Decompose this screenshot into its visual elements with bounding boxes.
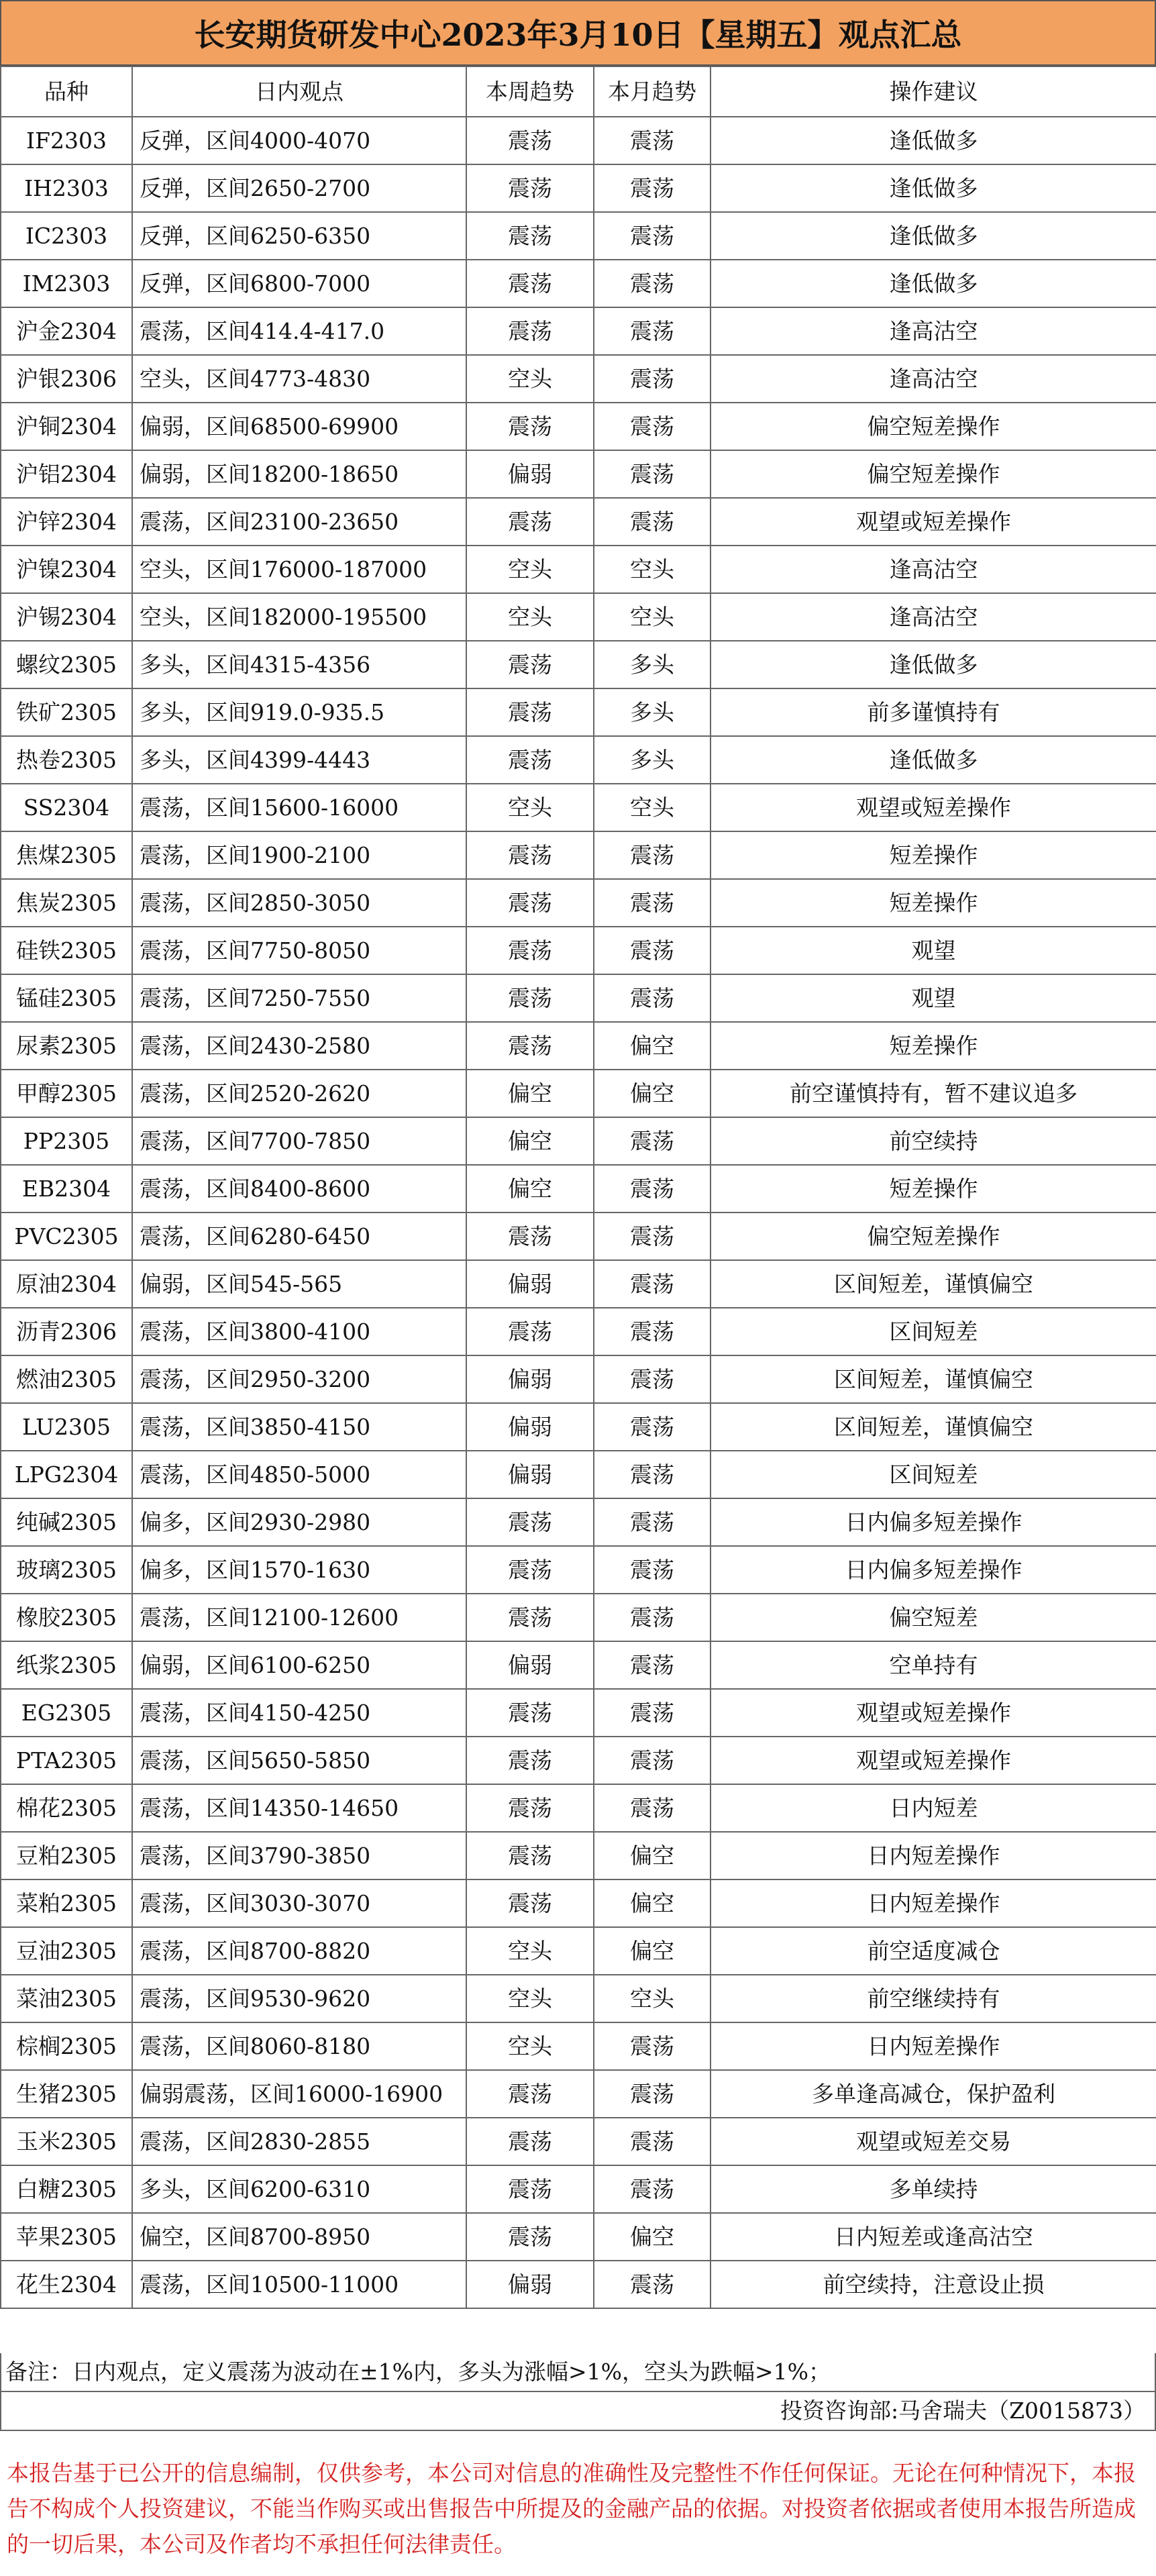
table-row (1, 1879, 1156, 1927)
table-row (1, 2213, 1156, 2261)
cell-product: 沪锡2304 (1, 593, 132, 641)
cell-weekly-trend: 震荡 (466, 974, 594, 1022)
cell-weekly-trend: 震荡 (466, 1308, 594, 1355)
cell-suggestion: 逢高沽空 (711, 593, 1156, 641)
cell-suggestion: 偏空短差操作 (711, 450, 1156, 498)
cell-monthly-trend: 偏空 (594, 1927, 711, 1975)
cell-weekly-trend: 偏弱 (466, 1451, 594, 1498)
table-row (1, 164, 1156, 212)
cell-weekly-trend: 震荡 (466, 1213, 594, 1260)
table-row (1, 212, 1156, 260)
cell-monthly-trend: 震荡 (594, 2070, 711, 2118)
cell-suggestion: 前多谨慎持有 (711, 688, 1156, 736)
cell-weekly-trend: 偏空 (466, 1070, 594, 1117)
cell-weekly-trend: 震荡 (466, 736, 594, 784)
table-row (1, 1117, 1156, 1165)
cell-monthly-trend: 多头 (594, 688, 711, 736)
cell-product: 沥青2306 (1, 1308, 132, 1355)
table-row (1, 1641, 1156, 1689)
cell-intraday-view: 震荡，区间2850-3050 (132, 879, 466, 927)
table-row (1, 1022, 1156, 1070)
table-row (1, 260, 1156, 307)
table-row (1, 2118, 1156, 2165)
cell-intraday-view: 震荡，区间414.4-417.0 (132, 307, 466, 355)
cell-weekly-trend: 震荡 (466, 1784, 594, 1832)
column-header-intraday-view: 日内观点 (132, 66, 466, 117)
cell-product: LU2305 (1, 1403, 132, 1451)
cell-intraday-view: 多头，区间4315-4356 (132, 641, 466, 688)
cell-weekly-trend: 震荡 (466, 1594, 594, 1641)
table-row (1, 1165, 1156, 1213)
column-header-monthly-trend: 本月趋势 (594, 66, 711, 117)
cell-product: LPG2304 (1, 1451, 132, 1498)
cell-suggestion: 日内短差 (711, 1784, 1156, 1832)
cell-suggestion: 区间短差 (711, 1308, 1156, 1355)
cell-monthly-trend: 震荡 (594, 1594, 711, 1641)
cell-product: 沪铝2304 (1, 450, 132, 498)
cell-weekly-trend: 偏弱 (466, 2261, 594, 2308)
cell-product: 螺纹2305 (1, 641, 132, 688)
cell-weekly-trend: 震荡 (466, 831, 594, 879)
cell-product: 沪银2306 (1, 355, 132, 403)
cell-product: SS2304 (1, 784, 132, 831)
table-row (1, 1403, 1156, 1451)
table-row (1, 2022, 1156, 2070)
cell-intraday-view: 震荡，区间10500-11000 (132, 2261, 466, 2308)
cell-weekly-trend: 偏弱 (466, 1403, 594, 1451)
cell-monthly-trend: 偏空 (594, 1022, 711, 1070)
cell-product: 硅铁2305 (1, 927, 132, 974)
cell-intraday-view: 震荡，区间3030-3070 (132, 1879, 466, 1927)
cell-weekly-trend: 偏弱 (466, 450, 594, 498)
column-header-suggestion: 操作建议 (711, 66, 1156, 117)
cell-suggestion: 日内短差操作 (711, 1879, 1156, 1927)
cell-monthly-trend: 多头 (594, 641, 711, 688)
cell-monthly-trend: 震荡 (594, 498, 711, 546)
cell-suggestion: 偏空短差 (711, 1594, 1156, 1641)
cell-monthly-trend: 震荡 (594, 2118, 711, 2165)
cell-monthly-trend: 震荡 (594, 1641, 711, 1689)
cell-monthly-trend: 震荡 (594, 831, 711, 879)
cell-weekly-trend: 空头 (466, 1975, 594, 2022)
table-row (1, 831, 1156, 879)
cell-product: 纸浆2305 (1, 1641, 132, 1689)
cell-weekly-trend: 震荡 (466, 1498, 594, 1546)
cell-product: 热卷2305 (1, 736, 132, 784)
cell-weekly-trend: 震荡 (466, 688, 594, 736)
cell-product: 豆粕2305 (1, 1832, 132, 1879)
cell-monthly-trend: 震荡 (594, 2261, 711, 2308)
table-row (1, 1498, 1156, 1546)
cell-intraday-view: 偏弱，区间68500-69900 (132, 403, 466, 450)
cell-product: 白糖2305 (1, 2165, 132, 2213)
cell-suggestion: 短差操作 (711, 879, 1156, 927)
cell-product: 棕榈2305 (1, 2022, 132, 2070)
table-row (1, 736, 1156, 784)
disclaimer-text: 本报告基于已公开的信息编制，仅供参考，本公司对信息的准确性及完整性不作任何保证。无论在何种情况下，本报告不构成个人投资建议，不能当作购买或出售报告中所提及的金融产品的依据。对投资者依据或者使用本报告所造成的一切后果，本公司及作者均不承担任何法律责任。 (7, 2460, 1136, 2557)
table-row (1, 355, 1156, 403)
cell-product: 玻璃2305 (1, 1546, 132, 1594)
cell-monthly-trend: 偏空 (594, 1832, 711, 1879)
cell-intraday-view: 反弹，区间6250-6350 (132, 212, 466, 260)
cell-suggestion: 逢低做多 (711, 212, 1156, 260)
cell-monthly-trend: 震荡 (594, 927, 711, 974)
table-row (1, 2070, 1156, 2118)
table-row (1, 1737, 1156, 1784)
cell-suggestion: 日内偏多短差操作 (711, 1498, 1156, 1546)
cell-intraday-view: 震荡，区间9530-9620 (132, 1975, 466, 2022)
cell-suggestion: 多单续持 (711, 2165, 1156, 2213)
cell-intraday-view: 震荡，区间6280-6450 (132, 1213, 466, 1260)
cell-suggestion: 前空续持 (711, 1117, 1156, 1165)
cell-weekly-trend: 震荡 (466, 403, 594, 450)
cell-suggestion: 观望或短差操作 (711, 1737, 1156, 1784)
cell-weekly-trend: 偏弱 (466, 1641, 594, 1689)
cell-intraday-view: 震荡，区间12100-12600 (132, 1594, 466, 1641)
cell-product: EG2305 (1, 1689, 132, 1737)
cell-product: 铁矿2305 (1, 688, 132, 736)
cell-product: 尿素2305 (1, 1022, 132, 1070)
cell-suggestion: 前空谨慎持有，暂不建议追多 (711, 1070, 1156, 1117)
cell-intraday-view: 震荡，区间3790-3850 (132, 1832, 466, 1879)
cell-product: 焦炭2305 (1, 879, 132, 927)
cell-intraday-view: 空头，区间4773-4830 (132, 355, 466, 403)
cell-suggestion: 区间短差，谨慎偏空 (711, 1355, 1156, 1403)
cell-intraday-view: 震荡，区间7700-7850 (132, 1117, 466, 1165)
cell-suggestion: 逢高沽空 (711, 355, 1156, 403)
cell-product: 纯碱2305 (1, 1498, 132, 1546)
cell-product: IC2303 (1, 212, 132, 260)
table-row (1, 1260, 1156, 1308)
cell-monthly-trend: 震荡 (594, 1260, 711, 1308)
cell-product: 苹果2305 (1, 2213, 132, 2261)
cell-product: 燃油2305 (1, 1355, 132, 1403)
cell-monthly-trend: 震荡 (594, 403, 711, 450)
cell-intraday-view: 多头，区间919.0-935.5 (132, 688, 466, 736)
cell-intraday-view: 震荡，区间4850-5000 (132, 1451, 466, 1498)
cell-product: 棉花2305 (1, 1784, 132, 1832)
table-row (1, 1546, 1156, 1594)
table-row (1, 307, 1156, 355)
cell-weekly-trend: 震荡 (466, 1832, 594, 1879)
cell-suggestion: 观望或短差交易 (711, 2118, 1156, 2165)
cell-suggestion: 观望或短差操作 (711, 784, 1156, 831)
table-row (1, 1975, 1156, 2022)
cell-monthly-trend: 震荡 (594, 212, 711, 260)
cell-monthly-trend: 震荡 (594, 1546, 711, 1594)
cell-product: 沪铜2304 (1, 403, 132, 450)
cell-monthly-trend: 空头 (594, 546, 711, 593)
cell-suggestion: 短差操作 (711, 1165, 1156, 1213)
cell-weekly-trend: 震荡 (466, 2070, 594, 2118)
cell-weekly-trend: 震荡 (466, 1879, 594, 1927)
table-row (1, 546, 1156, 593)
cell-product: 甲醇2305 (1, 1070, 132, 1117)
remark-note: 备注：日内观点，定义震荡为波动在±1%内，多头为涨幅>1%，空头为跌幅>1%； (0, 2353, 1156, 2392)
table-row (1, 450, 1156, 498)
cell-product: IH2303 (1, 164, 132, 212)
cell-suggestion: 日内偏多短差操作 (711, 1546, 1156, 1594)
cell-product: 沪锌2304 (1, 498, 132, 546)
cell-suggestion: 逢高沽空 (711, 546, 1156, 593)
cell-monthly-trend: 偏空 (594, 2213, 711, 2261)
contact-line: 投资咨询部:马舍瑞夫（Z0015873） (0, 2392, 1156, 2431)
cell-suggestion: 逢低做多 (711, 117, 1156, 164)
cell-suggestion: 多单逢高减仓，保护盈利 (711, 2070, 1156, 2118)
cell-intraday-view: 偏弱，区间18200-18650 (132, 450, 466, 498)
cell-monthly-trend: 震荡 (594, 355, 711, 403)
table-row (1, 974, 1156, 1022)
cell-suggestion: 观望或短差操作 (711, 498, 1156, 546)
cell-intraday-view: 震荡，区间7250-7550 (132, 974, 466, 1022)
cell-intraday-view: 反弹，区间6800-7000 (132, 260, 466, 307)
cell-suggestion: 日内短差操作 (711, 1832, 1156, 1879)
cell-weekly-trend: 震荡 (466, 1546, 594, 1594)
table-row (1, 1784, 1156, 1832)
cell-intraday-view: 多头，区间4399-4443 (132, 736, 466, 784)
outlook-table (0, 66, 1156, 2309)
cell-weekly-trend: 震荡 (466, 1022, 594, 1070)
cell-suggestion: 逢高沽空 (711, 307, 1156, 355)
cell-intraday-view: 偏弱，区间545-565 (132, 1260, 466, 1308)
cell-intraday-view: 震荡，区间2950-3200 (132, 1355, 466, 1403)
cell-weekly-trend: 震荡 (466, 879, 594, 927)
cell-suggestion: 空单持有 (711, 1641, 1156, 1689)
cell-monthly-trend: 空头 (594, 1975, 711, 2022)
cell-weekly-trend: 空头 (466, 1927, 594, 1975)
cell-suggestion: 观望 (711, 927, 1156, 974)
cell-intraday-view: 震荡，区间3850-4150 (132, 1403, 466, 1451)
cell-weekly-trend: 空头 (466, 593, 594, 641)
cell-suggestion: 日内短差或逢高沽空 (711, 2213, 1156, 2261)
cell-product: PP2305 (1, 1117, 132, 1165)
cell-intraday-view: 震荡，区间2830-2855 (132, 2118, 466, 2165)
cell-monthly-trend: 震荡 (594, 1165, 711, 1213)
cell-intraday-view: 偏空，区间8700-8950 (132, 2213, 466, 2261)
cell-weekly-trend: 震荡 (466, 212, 594, 260)
cell-monthly-trend: 震荡 (594, 1117, 711, 1165)
cell-monthly-trend: 空头 (594, 784, 711, 831)
cell-suggestion: 偏空短差操作 (711, 1213, 1156, 1260)
cell-weekly-trend: 震荡 (466, 927, 594, 974)
cell-product: 沪镍2304 (1, 546, 132, 593)
cell-product: 豆油2305 (1, 1927, 132, 1975)
column-header-weekly-trend: 本周趋势 (466, 66, 594, 117)
cell-weekly-trend: 震荡 (466, 164, 594, 212)
report-title: 长安期货研发中心2023年3月10日【星期五】观点汇总 (0, 0, 1156, 66)
cell-suggestion: 偏空短差操作 (711, 403, 1156, 450)
cell-weekly-trend: 震荡 (466, 498, 594, 546)
cell-intraday-view: 偏弱震荡，区间16000-16900 (132, 2070, 466, 2118)
column-header-product: 品种 (1, 66, 132, 117)
cell-monthly-trend: 震荡 (594, 1451, 711, 1498)
table-row (1, 1355, 1156, 1403)
cell-product: PTA2305 (1, 1737, 132, 1784)
cell-suggestion: 逢低做多 (711, 641, 1156, 688)
table-row (1, 784, 1156, 831)
cell-weekly-trend: 震荡 (466, 2118, 594, 2165)
table-row (1, 688, 1156, 736)
table-row (1, 2165, 1156, 2213)
table-row (1, 641, 1156, 688)
cell-monthly-trend: 偏空 (594, 1070, 711, 1117)
cell-suggestion: 区间短差，谨慎偏空 (711, 1403, 1156, 1451)
cell-product: EB2304 (1, 1165, 132, 1213)
cell-weekly-trend: 空头 (466, 546, 594, 593)
cell-weekly-trend: 震荡 (466, 1737, 594, 1784)
table-row (1, 927, 1156, 974)
table-row (1, 1451, 1156, 1498)
cell-product: 焦煤2305 (1, 831, 132, 879)
cell-intraday-view: 震荡，区间2430-2580 (132, 1022, 466, 1070)
table-row (1, 1927, 1156, 1975)
cell-weekly-trend: 空头 (466, 355, 594, 403)
cell-weekly-trend: 震荡 (466, 641, 594, 688)
cell-suggestion: 前空续持，注意设止损 (711, 2261, 1156, 2308)
cell-monthly-trend: 震荡 (594, 260, 711, 307)
table-row (1, 1070, 1156, 1117)
table-row (1, 2261, 1156, 2308)
cell-monthly-trend: 震荡 (594, 2022, 711, 2070)
cell-intraday-view: 震荡，区间8400-8600 (132, 1165, 466, 1213)
cell-suggestion: 前空继续持有 (711, 1975, 1156, 2022)
cell-weekly-trend: 空头 (466, 2022, 594, 2070)
cell-weekly-trend: 震荡 (466, 2213, 594, 2261)
cell-suggestion: 短差操作 (711, 831, 1156, 879)
cell-intraday-view: 空头，区间182000-195500 (132, 593, 466, 641)
cell-monthly-trend: 震荡 (594, 164, 711, 212)
cell-intraday-view: 震荡，区间2520-2620 (132, 1070, 466, 1117)
cell-intraday-view: 反弹，区间4000-4070 (132, 117, 466, 164)
cell-monthly-trend: 震荡 (594, 1689, 711, 1737)
cell-intraday-view: 震荡，区间4150-4250 (132, 1689, 466, 1737)
cell-suggestion: 区间短差，谨慎偏空 (711, 1260, 1156, 1308)
cell-weekly-trend: 偏空 (466, 1165, 594, 1213)
table-row (1, 1213, 1156, 1260)
table-row (1, 1308, 1156, 1355)
cell-suggestion: 逢低做多 (711, 260, 1156, 307)
table-row (1, 879, 1156, 927)
cell-suggestion: 日内短差操作 (711, 2022, 1156, 2070)
cell-monthly-trend: 震荡 (594, 1784, 711, 1832)
cell-product: 生猪2305 (1, 2070, 132, 2118)
cell-monthly-trend: 震荡 (594, 1403, 711, 1451)
cell-weekly-trend: 空头 (466, 784, 594, 831)
cell-suggestion: 观望或短差操作 (711, 1689, 1156, 1737)
cell-monthly-trend: 震荡 (594, 1213, 711, 1260)
cell-weekly-trend: 偏弱 (466, 1260, 594, 1308)
cell-weekly-trend: 偏弱 (466, 1355, 594, 1403)
table-row (1, 117, 1156, 164)
cell-weekly-trend: 震荡 (466, 1689, 594, 1737)
cell-product: IM2303 (1, 260, 132, 307)
cell-product: 菜粕2305 (1, 1879, 132, 1927)
cell-suggestion: 区间短差 (711, 1451, 1156, 1498)
cell-product: 橡胶2305 (1, 1594, 132, 1641)
cell-monthly-trend: 震荡 (594, 879, 711, 927)
cell-intraday-view: 震荡，区间15600-16000 (132, 784, 466, 831)
cell-monthly-trend: 震荡 (594, 974, 711, 1022)
cell-intraday-view: 偏多，区间1570-1630 (132, 1546, 466, 1594)
cell-product: 玉米2305 (1, 2118, 132, 2165)
table-row (1, 498, 1156, 546)
cell-intraday-view: 偏多，区间2930-2980 (132, 1498, 466, 1546)
cell-suggestion: 逢低做多 (711, 736, 1156, 784)
cell-monthly-trend: 震荡 (594, 1355, 711, 1403)
cell-monthly-trend: 偏空 (594, 1879, 711, 1927)
cell-intraday-view: 震荡，区间8700-8820 (132, 1927, 466, 1975)
cell-product: PVC2305 (1, 1213, 132, 1260)
table-row (1, 1594, 1156, 1641)
cell-weekly-trend: 震荡 (466, 260, 594, 307)
cell-intraday-view: 震荡，区间5650-5850 (132, 1737, 466, 1784)
cell-product: IF2303 (1, 117, 132, 164)
cell-suggestion: 短差操作 (711, 1022, 1156, 1070)
cell-suggestion: 观望 (711, 974, 1156, 1022)
cell-weekly-trend: 震荡 (466, 307, 594, 355)
cell-intraday-view: 震荡，区间3800-4100 (132, 1308, 466, 1355)
cell-intraday-view: 空头，区间176000-187000 (132, 546, 466, 593)
cell-monthly-trend: 空头 (594, 593, 711, 641)
cell-monthly-trend: 多头 (594, 736, 711, 784)
cell-intraday-view: 偏弱，区间6100-6250 (132, 1641, 466, 1689)
cell-intraday-view: 震荡，区间1900-2100 (132, 831, 466, 879)
cell-monthly-trend: 震荡 (594, 307, 711, 355)
table-row (1, 593, 1156, 641)
cell-monthly-trend: 震荡 (594, 450, 711, 498)
cell-monthly-trend: 震荡 (594, 117, 711, 164)
cell-intraday-view: 震荡，区间8060-8180 (132, 2022, 466, 2070)
cell-weekly-trend: 震荡 (466, 2165, 594, 2213)
cell-product: 花生2304 (1, 2261, 132, 2308)
cell-product: 锰硅2305 (1, 974, 132, 1022)
cell-product: 沪金2304 (1, 307, 132, 355)
cell-suggestion: 逢低做多 (711, 164, 1156, 212)
cell-intraday-view: 震荡，区间7750-8050 (132, 927, 466, 974)
table-row (1, 1832, 1156, 1879)
cell-weekly-trend: 震荡 (466, 117, 594, 164)
cell-product: 菜油2305 (1, 1975, 132, 2022)
cell-suggestion: 前空适度减仓 (711, 1927, 1156, 1975)
cell-monthly-trend: 震荡 (594, 1737, 711, 1784)
cell-intraday-view: 反弹，区间2650-2700 (132, 164, 466, 212)
cell-weekly-trend: 偏空 (466, 1117, 594, 1165)
cell-intraday-view: 震荡，区间14350-14650 (132, 1784, 466, 1832)
table-row (1, 403, 1156, 450)
table-header-row (1, 66, 1156, 117)
cell-monthly-trend: 震荡 (594, 1308, 711, 1355)
cell-product: 原油2304 (1, 1260, 132, 1308)
cell-intraday-view: 多头，区间6200-6310 (132, 2165, 466, 2213)
table-row (1, 1689, 1156, 1737)
cell-monthly-trend: 震荡 (594, 1498, 711, 1546)
cell-intraday-view: 震荡，区间23100-23650 (132, 498, 466, 546)
cell-monthly-trend: 震荡 (594, 2165, 711, 2213)
